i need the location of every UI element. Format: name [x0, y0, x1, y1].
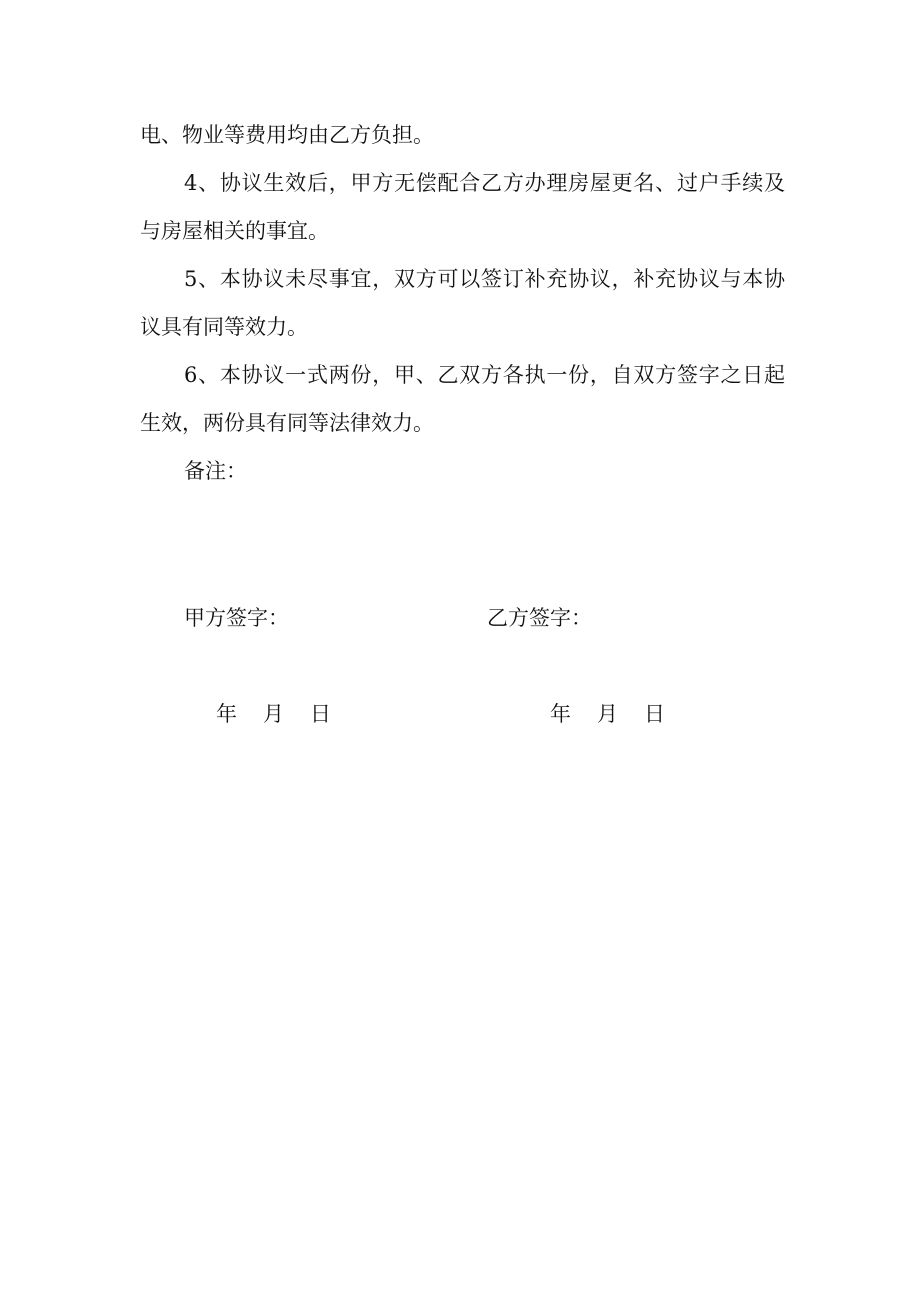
party-a-signature-label: 甲方签字：: [184, 606, 289, 630]
clause-4-line-1: 4、协议生效后，甲方无偿配合乙方办理房屋更名、过户手续及: [184, 171, 785, 195]
clause-4-line-2: 与房屋相关的事宜。: [140, 219, 329, 243]
party-a-date-day: 日: [310, 702, 331, 726]
party-a-date-line: [216, 699, 331, 729]
party-a-date-year: 年: [216, 702, 237, 726]
party-b-date-month: 月: [597, 702, 618, 726]
party-b-date-year: 年: [550, 702, 571, 726]
party-a-date-month: 月: [263, 702, 284, 726]
clause-5-line-2: 议具有同等效力。: [140, 315, 308, 339]
party-b-date-line: [550, 699, 665, 729]
remarks-label: 备注：: [184, 459, 247, 483]
clause-3-continuation: 电、物业等费用均由乙方负担。: [140, 123, 434, 147]
clause-6-line-2: 生效，两份具有同等法律效力。: [140, 411, 434, 435]
clause-6-line-1: 6、本协议一式两份，甲、乙双方各执一份，自双方签字之日起: [184, 363, 785, 387]
clause-5-line-1: 5、本协议未尽事宜，双方可以签订补充协议，补充协议与本协: [184, 267, 785, 291]
party-b-signature-label: 乙方签字：: [487, 606, 592, 630]
party-b-date-day: 日: [644, 702, 665, 726]
